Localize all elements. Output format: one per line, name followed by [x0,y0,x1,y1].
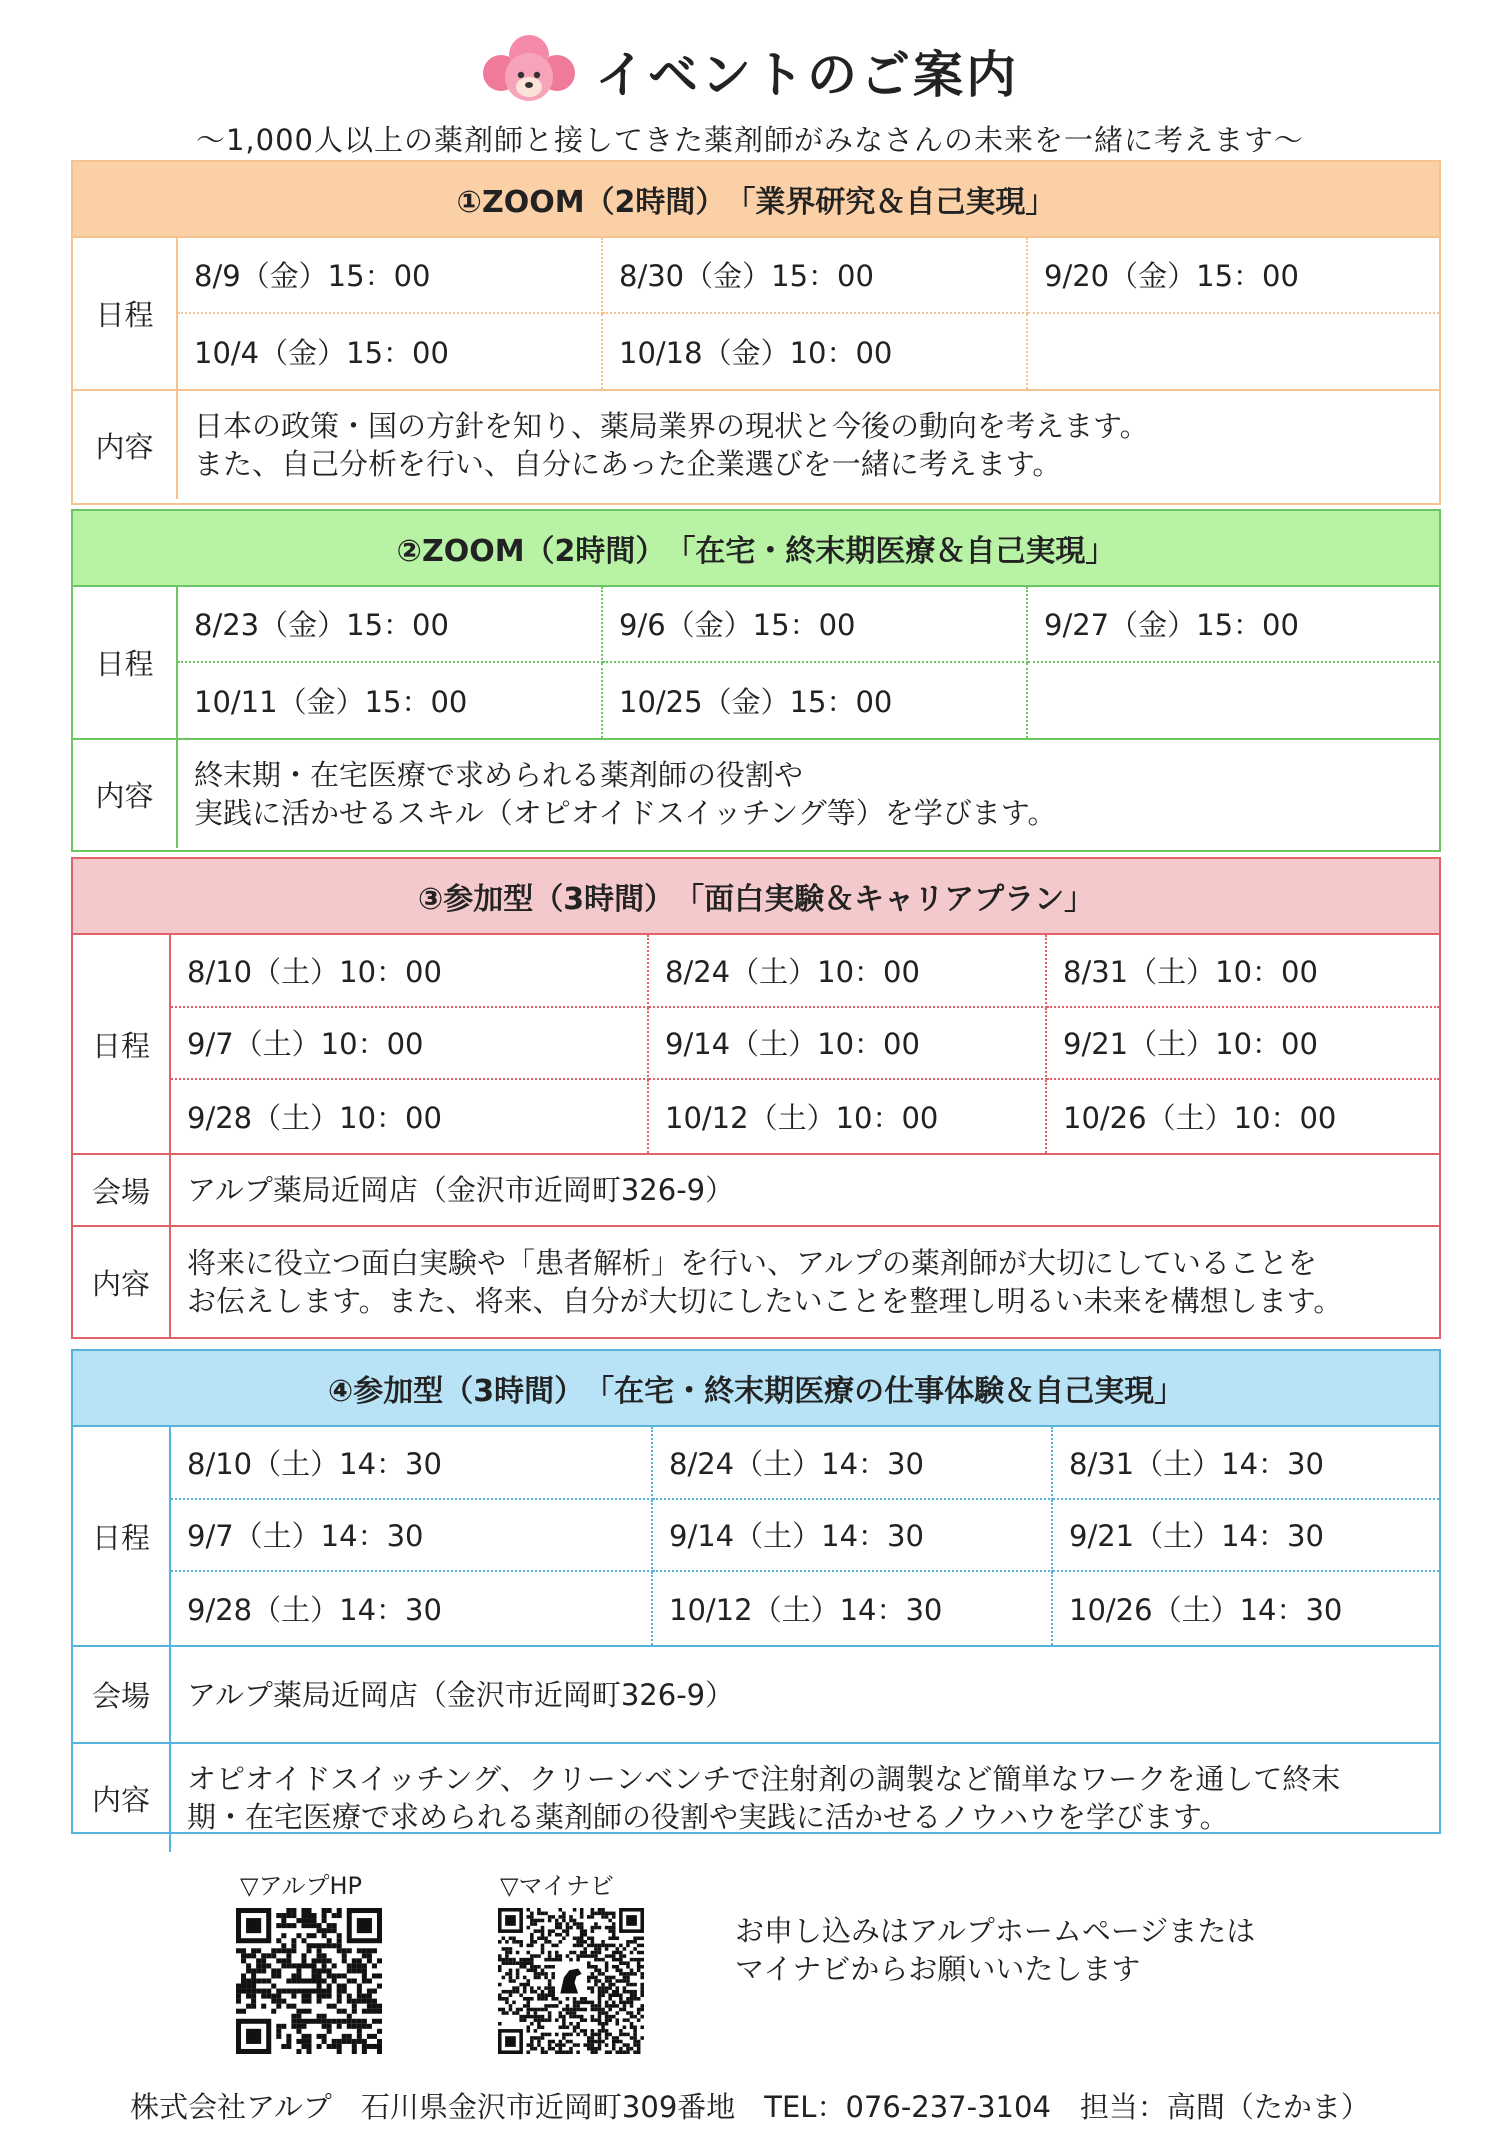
content-text [171,1744,1439,1852]
schedule-label: 日程 [73,587,178,738]
date-cell: 8/31（土）14：30 [1053,1427,1439,1500]
date-cell: 10/11（金）15：00 [178,663,603,739]
schedule-label: 日程 [73,935,171,1153]
date-cell: 8/31（土）10：00 [1047,935,1439,1008]
schedule-row [73,587,1439,740]
content-text [171,1227,1439,1337]
venue-label: 会場 [73,1155,171,1225]
date-cell: 8/24（土）10：00 [649,935,1047,1008]
date-cell: 8/10（土）10：00 [171,935,649,1008]
content-line: オピオイドスイッチング、クリーンベンチで注射剤の調製など簡単なワークを通して終末 [187,1762,1341,1796]
date-cell: 9/14（土）14：30 [653,1500,1053,1573]
section-title: ③参加型（3時間） 「面白実験＆キャリアプラン」 [73,859,1439,935]
content-label: 内容 [73,740,178,848]
title-row [0,36,1500,106]
date-cell: 8/30（金）15：00 [603,238,1028,314]
qr-code-icon[interactable] [236,1908,382,2054]
alp-hp-label: ▽アルプHP [240,1872,363,1900]
venue-row [73,1155,1439,1227]
date-cell: 9/20（金）15：00 [1028,238,1439,314]
apply-line: マイナビからお願いいたします [735,1952,1141,1986]
page-subtitle: ～1,000人以上の薬剤師と接してきた薬剤師がみなさんの未来を一緒に考えます～ [195,123,1305,157]
apply-text [735,1912,1255,1988]
date-cell: 9/28（土）10：00 [171,1080,649,1153]
mynavi-label: ▽マイナビ [500,1872,614,1900]
event-section-2 [71,509,1441,852]
event-section-3 [71,857,1441,1339]
date-cell [1028,314,1439,390]
schedule-row [73,238,1439,391]
date-cell: 8/10（土）14：30 [171,1427,653,1500]
date-cell: 9/6（金）15：00 [603,587,1028,663]
content-row [73,1227,1439,1337]
content-row [73,1744,1439,1852]
date-cell: 9/27（金）15：00 [1028,587,1439,663]
content-line: 実践に活かせるスキル（オピオイドスイッチング等）を学びます。 [194,796,1057,830]
apply-line: お申し込みはアルプホームページまたは [735,1914,1256,1948]
date-cell: 8/24（土）14：30 [653,1427,1053,1500]
section-title: ④参加型（3時間） 「在宅・終末期医療の仕事体験＆自己実現」 [73,1351,1439,1427]
qr-code-icon[interactable] [498,1908,644,2054]
date-cell [1028,663,1439,739]
content-label: 内容 [73,391,178,499]
date-cell: 9/28（土）14：30 [171,1572,653,1645]
venue-text: アルプ薬局近岡店（金沢市近岡町326-9） [187,1173,735,1207]
date-cell: 10/12（土）14：30 [653,1572,1053,1645]
venue-label: 会場 [73,1647,171,1742]
schedule-label: 日程 [73,238,178,389]
content-line: 日本の政策・国の方針を知り、薬局業界の現状と今後の動向を考えます。 [194,409,1149,443]
section-title: ①ZOOM（2時間） 「業界研究＆自己実現」 [73,162,1439,238]
date-cell: 8/9（金）15：00 [178,238,603,314]
date-cell: 10/25（金）15：00 [603,663,1028,739]
content-row [73,740,1439,848]
date-cell: 9/7（土）14：30 [171,1500,653,1573]
venue-text: アルプ薬局近岡店（金沢市近岡町326-9） [187,1677,735,1712]
date-cell: 8/23（金）15：00 [178,587,603,663]
content-line: また、自己分析を行い、自分にあった企業選びを一緒に考えます。 [194,447,1062,481]
schedule-row [73,1427,1439,1647]
section-title: ②ZOOM（2時間） 「在宅・終末期医療＆自己実現」 [73,511,1439,587]
content-text [178,740,1439,848]
date-grid [171,935,1439,1153]
date-cell: 9/7（土）10：00 [171,1008,649,1081]
content-line: お伝えします。また、将来、自分が大切にしたいことを整理し明るい未来を構想します。 [187,1284,1343,1318]
date-grid [171,1427,1439,1645]
page-title: イベントのご案内 [595,46,1019,104]
pink-poodle-icon [481,33,577,109]
date-cell: 9/14（土）10：00 [649,1008,1047,1081]
date-cell: 9/21（土）14：30 [1053,1500,1439,1573]
venue-row [73,1647,1439,1744]
date-cell: 10/18（金）10：00 [603,314,1028,390]
company-footer: 株式会社アルプ 石川県金沢市近岡町309番地 TEL：076-237-3104 担当：高間（たかま） [130,2090,1370,2124]
date-cell: 9/21（土）10：00 [1047,1008,1439,1081]
date-grid [178,238,1439,389]
date-cell: 10/4（金）15：00 [178,314,603,390]
content-line: 将来に役立つ面白実験や「患者解析」を行い、アルプの薬剤師が大切にしていることを [187,1246,1317,1280]
date-cell: 10/26（土）10：00 [1063,1101,1337,1136]
header [0,36,1500,159]
content-label: 内容 [73,1227,171,1337]
schedule-label: 日程 [73,1427,171,1645]
event-section-4 [71,1349,1441,1834]
date-cell: 10/12（土）10：00 [649,1080,1047,1153]
date-grid [178,587,1439,738]
date-cell: 10/26（土）14：30 [1069,1593,1343,1628]
content-label: 内容 [73,1744,171,1852]
content-text [178,391,1439,499]
content-line: 期・在宅医療で求められる薬剤師の役割や実践に活かせるノウハウを学びます。 [187,1800,1229,1834]
event-section-1 [71,160,1441,505]
content-line: 終末期・在宅医療で求められる薬剤師の役割や [194,758,804,792]
schedule-row [73,935,1439,1155]
content-row [73,391,1439,499]
